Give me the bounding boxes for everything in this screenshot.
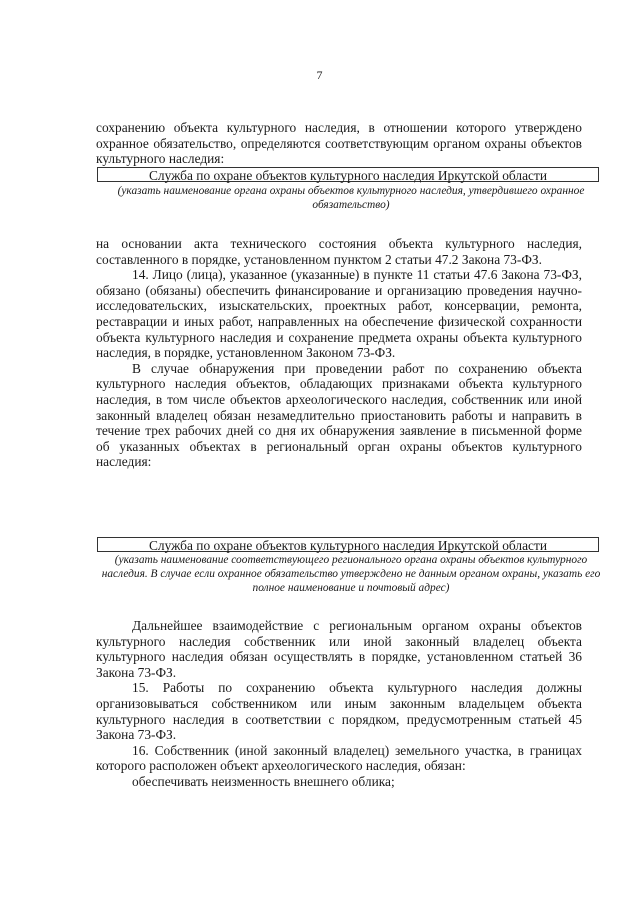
paragraph: на основании акта технического состояния объекта культурного наследия, составленного в порядке, установленном пунктом 2 статьи 47.2 Закона 73-ФЗ. (96, 236, 582, 267)
text-block-3 (96, 618, 582, 790)
paragraph: Дальнейшее взаимодействие с региональным органом охраны объектов культурного наследия собственник или иной законный владелец объекта культурного наследия обязан осуществлять в порядке, установленном статьей 36 Закона 73-ФЗ. (96, 618, 582, 680)
paragraph: сохранению объекта культурного наследия, в отношении которого утверждено охранное обязательство, определяются соответствующим органом охраны объектов культурного наследия: (96, 120, 582, 167)
page-number: 7 (316, 68, 323, 82)
paragraph: 14. Лицо (лица), указанное (указанные) в пункте 11 статьи 47.6 Закона 73-ФЗ, обязано (обязаны) обеспечить финансирование и организацию проведения научно-исследовательских, изыскательских, проектных работ, консервации, ремонта, реставрации и иных работ, направленных на обеспечение физической сохранности объекта культурного наследия и сохранение предмета охраны объекта культурного наследия, в порядке, установленном Законом 73-ФЗ. (96, 267, 582, 361)
paragraph: обеспечивать неизменность внешнего облика; (132, 773, 395, 789)
authority-box-1: Служба по охране объектов культурного наследия Иркутской области (97, 167, 599, 182)
paragraph: В случае обнаружения при проведении работ по сохранению объекта культурного наследия объектов, обладающих признаками объекта культурного наследия, в том числе объектов археологического наследия, собственник или иной законный владелец обязан незамедлительно приостановить работы и направить в течение трех рабочих дней со дня их обнаружения заявление в письменной форме об указанных объектах в региональный орган охраны объектов культурного наследия: (96, 360, 582, 470)
instruction-note-1: (указать наименование органа охраны объектов культурного наследия, утвердившего охранное обязательство) (117, 185, 585, 211)
text-block-2 (96, 236, 582, 470)
instruction-note-2: (указать наименование соответствующего регионального органа охраны объектов культурного наследия. В случае если охранное обязательство утверждено не данным органом охраны, указать его полное наименование и почтовый адрес) (101, 554, 601, 594)
text-block-1 (96, 120, 582, 167)
paragraph: 16. Собственник (иной законный владелец) земельного участка, в границах которого расположен объект археологического наследия, обязан: (96, 742, 582, 774)
authority-box-2: Служба по охране объектов культурного наследия Иркутской области (97, 537, 599, 552)
paragraph: 15. Работы по сохранению объекта культурного наследия должны организовываться собственником или иным законным владельцем объекта культурного наследия в соответствии с порядком, предусмотренным статьей 45 Закона 73-ФЗ. (96, 680, 582, 743)
